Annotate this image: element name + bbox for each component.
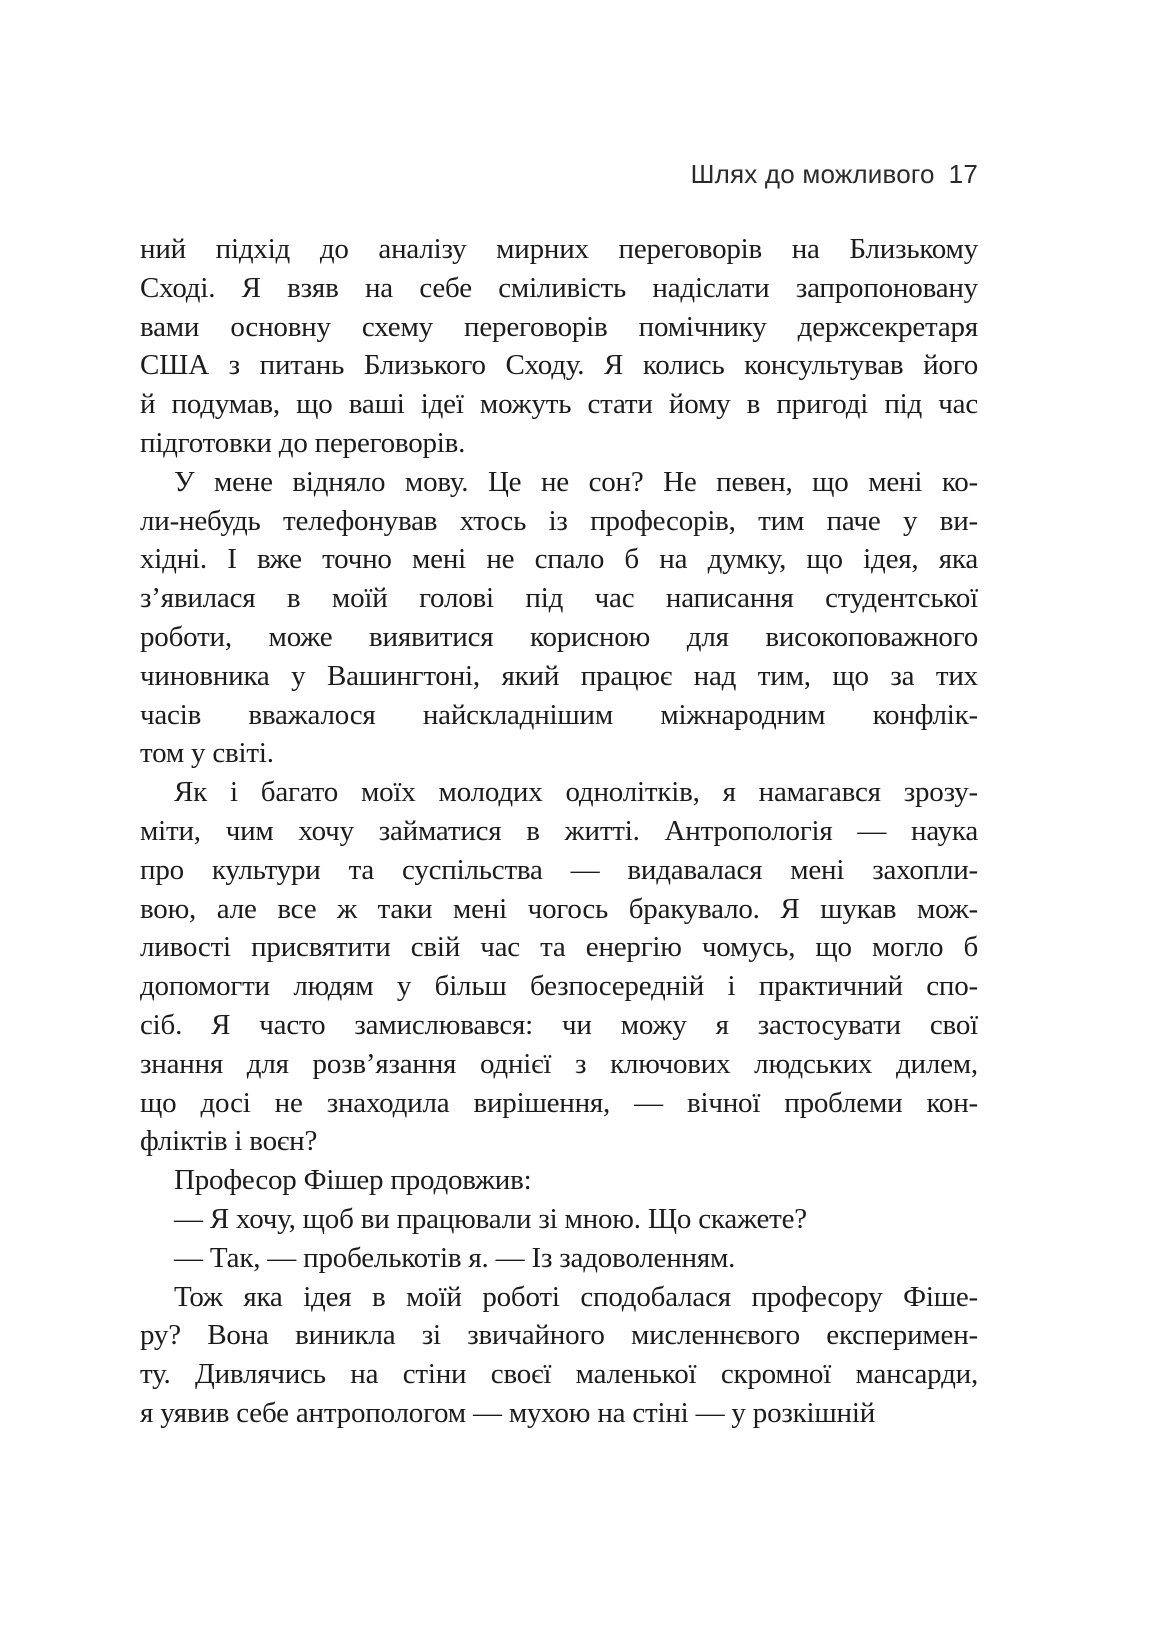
text-line: том у світі. bbox=[140, 737, 274, 770]
text-line: Професор Фішер продовжив: bbox=[174, 1164, 532, 1197]
text-line: Тож яка ідея в моїй роботі сподобалася професору Фіше- bbox=[174, 1280, 978, 1313]
text-line: Сході. Я взяв на себе сміливість надіслати запропоновану bbox=[140, 271, 978, 304]
running-title: Шлях до можливого bbox=[690, 159, 935, 189]
text-line: У мене відняло мову. Це не сон? Не певен, що мені ко- bbox=[174, 465, 978, 498]
text-line: ру? Вона виникла зі звичайного мисленнєвого експеримен- bbox=[140, 1319, 978, 1352]
text-line: сіб. Я часто замислювався: чи можу я застосувати свої bbox=[140, 1008, 978, 1041]
text-line: чиновника у Вашингтоні, який працює над тим, що за тих bbox=[140, 659, 978, 692]
text-line: про культури та суспільства — видавалася мені захопли- bbox=[140, 853, 978, 886]
text-line: роботи, може виявитися корисною для високоповажного bbox=[140, 620, 978, 653]
text-line: США з питань Близького Сходу. Я колись консультував його bbox=[140, 349, 978, 382]
text-line: ту. Дивлячись на стіни своєї маленької скромної мансарди, bbox=[140, 1358, 978, 1391]
text-line: вою, але все ж таки мені чогось бракувало. Я шукав мож- bbox=[140, 892, 978, 925]
running-header bbox=[691, 160, 978, 188]
text-line: ливості присвятити свій час та енергію чомусь, що могло б bbox=[140, 931, 978, 964]
text-line: фліктів і воєн? bbox=[140, 1125, 318, 1158]
text-line: що досі не знаходила вирішення, — вічної проблеми кон- bbox=[140, 1086, 978, 1119]
text-line: хідні. І вже точно мені не спало б на думку, що ідея, яка bbox=[140, 543, 978, 576]
text-line: знання для розв’язання однієї з ключових людських дилем, bbox=[140, 1047, 978, 1080]
text-line: вами основну схему переговорів помічнику держсекретаря bbox=[140, 310, 978, 343]
text-line: часів вважалося найскладнішим міжнародним конфлік- bbox=[140, 698, 978, 731]
text-line: допомогти людям у більш безпосередній і практичний спо- bbox=[140, 970, 978, 1003]
text-line: міти, чим хочу займатися в житті. Антропологія — наука bbox=[140, 814, 978, 847]
text-line: з’явилася в моїй голові під час написання студентської bbox=[140, 582, 978, 615]
text-line: я уявив себе антропологом — мухою на стіні — у розкішній bbox=[140, 1396, 876, 1429]
text-line: підготовки до переговорів. bbox=[140, 426, 466, 459]
text-line: — Так, — пробелькотів я. — Із задоволенням. bbox=[174, 1241, 736, 1274]
text-line: ний підхід до аналізу мирних переговорів на Близькому bbox=[140, 233, 978, 265]
text-line: — Я хочу, щоб ви працювали зі мною. Що скажете? bbox=[174, 1202, 807, 1235]
text-line: й подумав, що ваші ідеї можуть стати йому в пригоді під час bbox=[140, 388, 978, 421]
page-number: 17 bbox=[948, 159, 978, 189]
body-text bbox=[140, 230, 978, 1433]
text-line: ли-небудь телефонував хтось із професорів, тим паче у ви- bbox=[140, 504, 978, 537]
text-line: Як і багато моїх молодих однолітків, я намагався зрозу- bbox=[174, 776, 978, 809]
